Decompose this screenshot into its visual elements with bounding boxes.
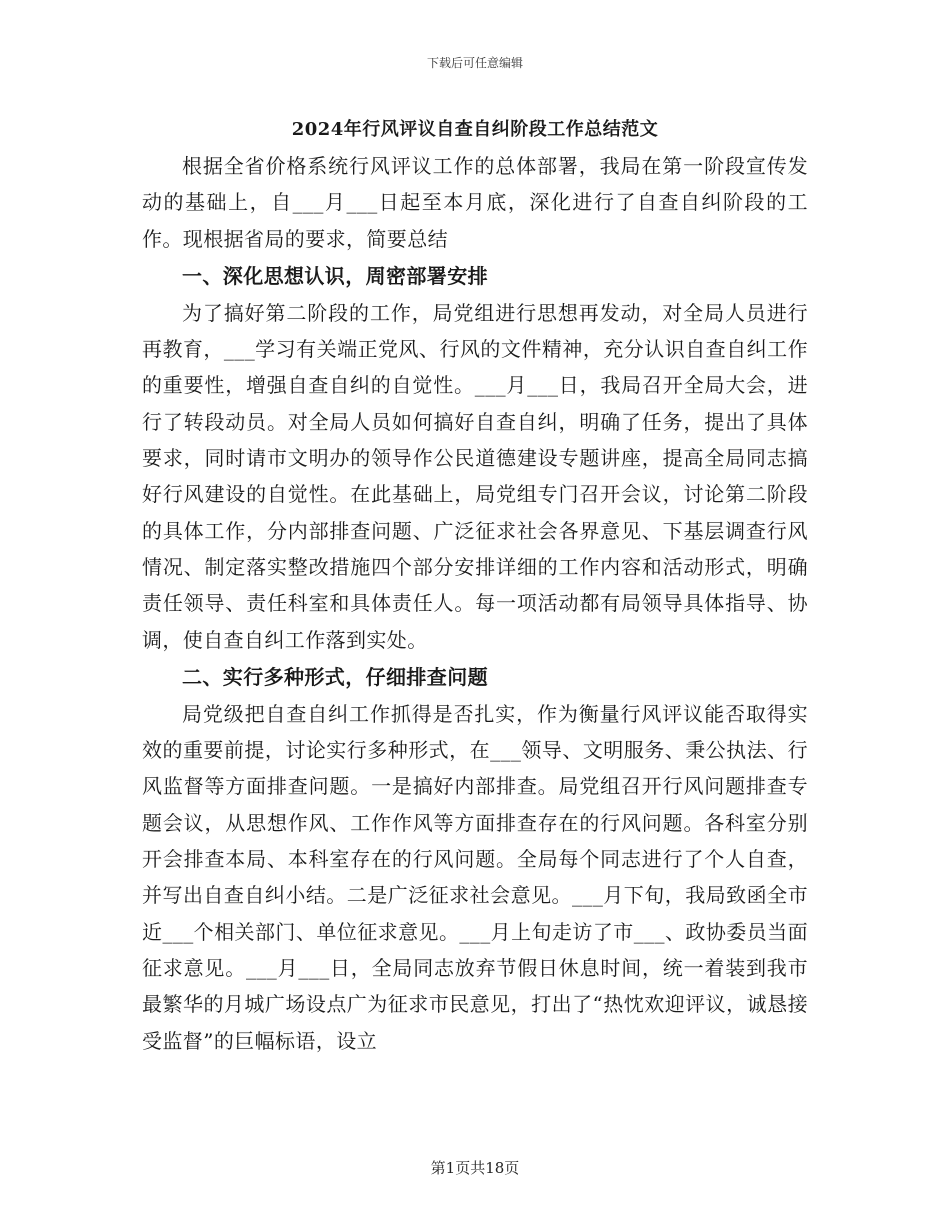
paragraph-section-2: 局党级把自查自纠工作抓得是否扎实，作为衡量行风评议能否取得实效的重要前提，讨论实行多种形式，在___领导、文明服务、秉公执法、行风监督等方面排查问题。一是搞好内部排查。局党组召开行风问题排查专题会议，从思想作风、工作作风等方面排查存在的行风问题。各科室分别开会排查本局、本科室存在的行风问题。全局每个同志进行了个人自查，并写出自查自纠小结。二是广泛征求社会意见。___月下旬，我局致函全市近___个相关部门、单位征求意见。___月上旬走访了市___、政协委员当面征求意见。___月___日，全局同志放弃节假日休息时间，统一着装到我市最繁华的月城广场设点广为征求市民意见，打出了“热忱欢迎评议，诚恳接受监督”的巨幅标语，设立 [142,701,808,1053]
page-footer: 第1页共18页 [430,1159,520,1177]
header-note: 下载后可任意编辑 [426,56,523,70]
section-heading-2: 二、实行多种形式，仔细排查问题 [182,664,488,689]
document-body [142,112,808,1059]
paragraph-section-1: 为了搞好第二阶段的工作，局党组进行思想再发动，对全局人员进行再教育，___学习有关端正党风、行风的文件精神，充分认识自查自纠工作的重要性，增强自查自纠的自觉性。___月___日，我局召开全局大会，进行了转段动员。对全局人员如何搞好自查自纠，明确了任务，提出了具体要求，同时请市文明办的领导作公民道德建设专题讲座，提高全局同志搞好行风建设的自觉性。在此基础上，局党组专门召开会议，讨论第二阶段的具体工作，分内部排查问题、广泛征求社会各界意见、下基层调查行风情况、制定落实整改措施四个部分安排详细的工作内容和活动形式，明确责任领导、责任科室和具体责任人。每一项活动都有局领导具体指导、协调，使自查自纠工作落到实处。 [142,300,808,652]
document-title: 2024年行风评议自查自纠阶段工作总结范文 [291,119,659,140]
section-heading-1: 一、深化思想认识，周密部署安排 [182,263,488,288]
paragraph-intro: 根据全省价格系统行风评议工作的总体部署，我局在第一阶段宣传发动的基础上，自___月___日起至本月底，深化进行了自查自纠阶段的工作。现根据省局的要求，简要总结 [142,154,808,251]
